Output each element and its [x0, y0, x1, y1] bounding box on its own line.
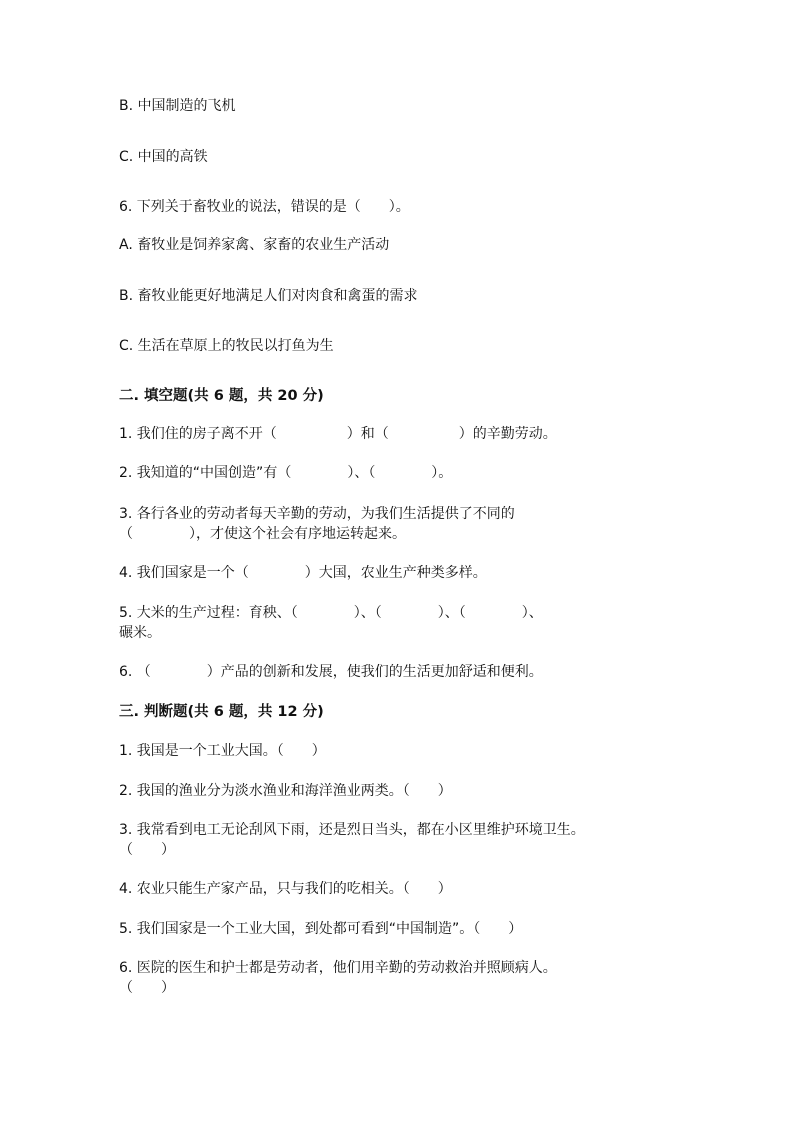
fill-q3-line2: （ ），才使这个社会有序地运转起来。 [119, 526, 406, 542]
fill-q4: 4. 我们国家是一个（ ）大国，农业生产种类多样。 [119, 565, 487, 581]
fill-q6: 6. （ ）产品的创新和发展，使我们的生活更加舒适和便利。 [119, 664, 543, 680]
fill-q5-line1: 5. 大米的生产过程：育秧、（ ）、（ ）、（ ）、 [119, 605, 543, 621]
judge-q4: 4. 农业只能生产家产品，只与我们的吃相关。（ ） [119, 881, 452, 897]
judge-q2: 2. 我国的渔业分为淡水渔业和海洋渔业两类。（ ） [119, 783, 452, 799]
q6-option-a: A. 畜牧业是饲养家禽、家畜的农业生产活动 [119, 237, 390, 253]
judge-q5: 5. 我们国家是一个工业大国，到处都可看到“中国制造”。（ ） [119, 921, 523, 937]
q5-option-c: C. 中国的高铁 [119, 149, 208, 165]
q5-option-b: B. 中国制造的飞机 [119, 98, 236, 114]
q6-option-b: B. 畜牧业能更好地满足人们对肉食和禽蛋的需求 [119, 288, 418, 304]
fill-q3-line1: 3. 各行各业的劳动者每天辛勤的劳动，为我们生活提供了不同的 [119, 506, 515, 522]
fill-q2: 2. 我知道的“中国创造”有（ ）、（ ）。 [119, 465, 453, 481]
judge-q6-line2: （ ） [119, 980, 175, 996]
judge-q3-line2: （ ） [119, 842, 175, 858]
q6-stem: 6. 下列关于畜牧业的说法，错误的是（ ）。 [119, 199, 410, 215]
judge-q1: 1. 我国是一个工业大国。（ ） [119, 743, 326, 759]
fill-q5-line2: 碾米。 [119, 625, 161, 641]
judge-q3-line1: 3. 我常看到电工无论刮风下雨，还是烈日当头，都在小区里维护环境卫生。 [119, 822, 585, 838]
fill-section-heading: 二. 填空题(共 6 题，共 20 分) [119, 388, 324, 404]
judge-section-heading: 三. 判断题(共 6 题，共 12 分) [119, 704, 324, 720]
q6-option-c: C. 生活在草原上的牧民以打鱼为生 [119, 338, 334, 354]
judge-q6-line1: 6. 医院的医生和护士都是劳动者，他们用辛勤的劳动救治并照顾病人。 [119, 960, 557, 976]
fill-q1: 1. 我们住的房子离不开（ ）和（ ）的辛勤劳动。 [119, 426, 557, 442]
